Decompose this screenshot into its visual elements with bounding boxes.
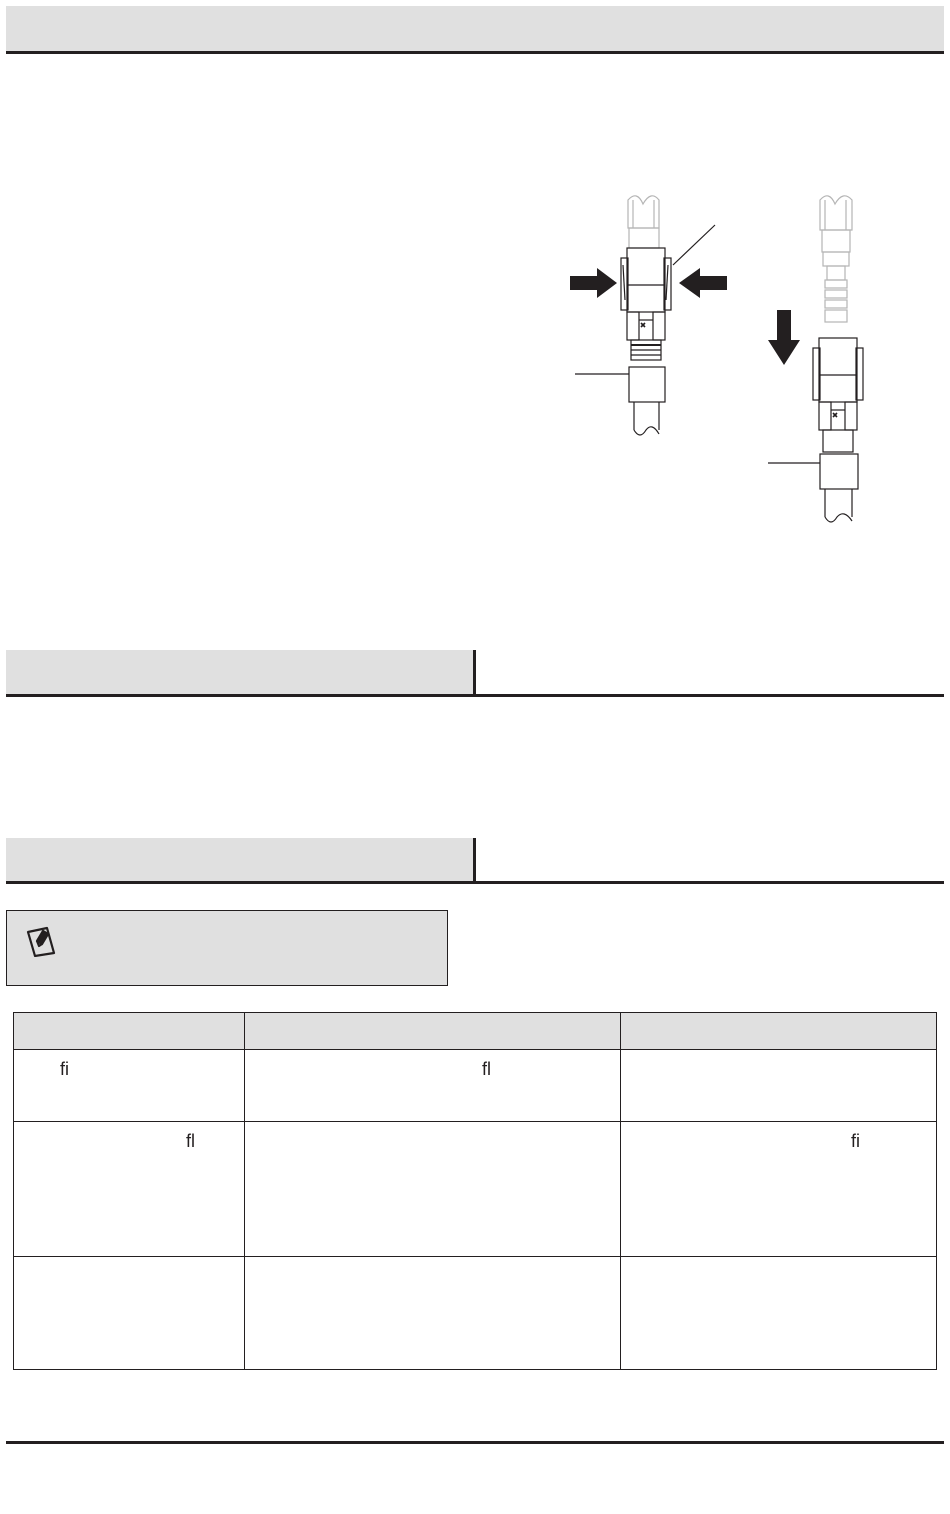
note-box — [6, 910, 448, 986]
section-2-header-divider — [473, 650, 476, 696]
footer-rule — [6, 1441, 944, 1444]
table-cell-cause — [245, 1122, 621, 1257]
table-cell-text: fl — [482, 1059, 491, 1079]
table-row — [14, 1050, 937, 1122]
right-valve-pipe — [768, 454, 858, 522]
table-cell-text: fi — [851, 1131, 860, 1151]
connector-diagram — [555, 190, 885, 535]
table-row — [14, 1122, 937, 1257]
section-2-header-band — [6, 650, 474, 695]
top-header-band — [6, 6, 944, 52]
section-3-header-band — [6, 838, 474, 882]
table-cell-solution — [621, 1050, 937, 1122]
table-cell-text: fi — [60, 1059, 69, 1079]
note-pencil-icon — [25, 923, 61, 957]
table-cell-solution — [621, 1257, 937, 1370]
column-header-solution — [621, 1013, 937, 1050]
left-callout-line — [673, 225, 715, 265]
table-cell-problem — [14, 1257, 245, 1370]
column-header-problem — [14, 1013, 245, 1050]
right-quick-connector — [813, 338, 863, 452]
section-3-header-rule — [6, 881, 944, 884]
table-cell-problem — [14, 1050, 245, 1122]
table-header-row — [14, 1013, 937, 1050]
squeeze-arrow-right-icon — [570, 268, 617, 298]
table-cell-text: fl — [186, 1131, 195, 1151]
section-3-header-divider — [473, 838, 476, 883]
section-2-header-rule — [6, 694, 944, 697]
troubleshooting-table — [13, 1012, 937, 1370]
squeeze-arrow-left-icon — [679, 268, 727, 298]
pull-down-arrow-icon — [768, 310, 800, 365]
table-cell-cause — [245, 1050, 621, 1122]
left-hose-nut — [628, 196, 659, 248]
table-row — [14, 1257, 937, 1370]
left-quick-connector — [621, 248, 671, 360]
table-cell-solution — [621, 1122, 937, 1257]
right-hose-fitting — [820, 196, 852, 322]
table-cell-cause — [245, 1257, 621, 1370]
top-header-rule — [6, 51, 944, 54]
table-cell-problem — [14, 1122, 245, 1257]
column-header-cause — [245, 1013, 621, 1050]
left-valve-pipe — [575, 367, 665, 435]
